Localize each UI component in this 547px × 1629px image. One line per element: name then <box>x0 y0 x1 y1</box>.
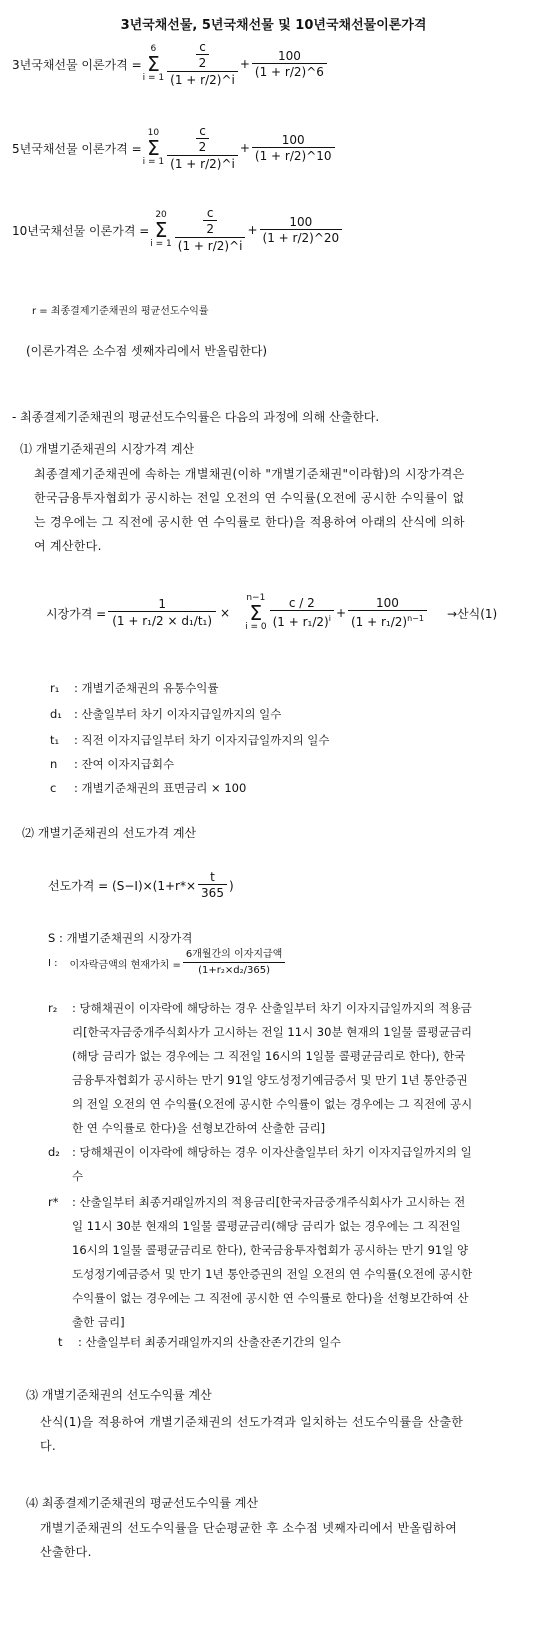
formula-label: 3년국채선물 이론가격 = <box>12 57 142 72</box>
market-price-formula: 시장가격 = $\frac{1}{\text{(1 + r₁/2 × d₁/t₁)}}$ × n−1 Σ i = 0 $\frac{c / 2}{(1 + r_1/2)^i}$ + $\frac{100}{(1 + r_1/2)^{n-1}}$ →산식(1) <box>46 593 498 632</box>
principal-fraction: $\frac{100}{(1 + r_1/2)^{n-1}}$ <box>348 596 427 630</box>
formula-3yr: 3년국채선물 이론가격 = 6 Σ i = 1 $\frac{\frac{c}{2}}{(1 + r/2)\^{}i}$ + $\frac{100}{(1 + r/2)\^{}6}$ <box>12 40 329 88</box>
sum-symbol: 6 Σ i = 1 <box>142 44 165 83</box>
d2-definition: d₂ : 당해채권이 이자락에 해당하는 경우 이자산출일부터 차기 이자지급일까지의 일수 <box>48 1145 472 1183</box>
section-1-text: 최종결제기준채권에 속하는 개별채권(이하 "개별기준채권"이라함)의 시장가격은 한국금융투자협회가 공시하는 전일 오전의 연 수익률(오전에 공시한 수익률이 없는 경우에는 그 직전에 공시한 연 수익률로 한다)을 적용하여 아래의 산식에 의하여 계산한다. <box>34 467 465 553</box>
discount-fraction: $\frac{1}{\text{(1 + r₁/2 × d₁/t₁)}}$ <box>108 597 216 630</box>
formula-label: 10년국채선물 이론가격 = <box>12 223 150 238</box>
section-3-heading: ⑶ 개별기준채권의 선도수익률 계산 <box>26 1388 212 1402</box>
definition-row: d₁ : 산출일부터 차기 이자지급일까지의 일수 <box>50 707 282 721</box>
t-definition: t : 산출일부터 최종거래일까지의 산출잔존기간의 일수 <box>58 1335 341 1349</box>
section-2-heading: ⑵ 개별기준채권의 선도가격 계산 <box>22 826 197 840</box>
coupon-fraction: $\frac{c / 2}{(1 + r_1/2)^i}$ <box>270 596 334 630</box>
r2-definition: r₂ : 당해채권이 이자락에 해당하는 경우 산출일부터 차기 이자지급일까지의 적용금리[한국자금중개주식회사가 고시하는 전일 11시 30분 현재의 1일물 콜평균금리(해당 금리가 없는 경우에는 그 직전일 16시의 1일물 콜평균금리로 한다), 한국금융투자협회가 공시하는 만기 91일 양도성정기예금증서 및 만기 1년 통안증권의 전일 오전의 연 수익률(오전에 공시한 수익률이 없는 경우에는 그 직전에 공시한 연 수익률로 한다)을 선형보간하여 산출한 금리] <box>48 1001 473 1135</box>
forward-price-formula: 선도가격 = (S−I)×(1+r*× $\frac{t}{365}$ ) <box>48 870 234 900</box>
I-definition: I : 이자락금액의 현재가치 = $\frac{\text{6개월간의 이자지급액}}{\text{(1+r₂×d₂/365)}}$ <box>48 948 287 979</box>
section-4-heading: ⑷ 최종결제기준채권의 평균선도수익률 계산 <box>26 1496 259 1510</box>
principal-fraction: $\frac{100}{(1 + r/2)\^{}6}$ <box>252 49 327 80</box>
intro-text: - 최종결제기준채권의 평균선도수익률은 다음의 과정에 의해 산출한다. <box>12 410 380 424</box>
rstar-definition: r* : 산출일부터 최종거래일까지의 적용금리[한국자금중개주식회사가 고시하는 전일 11시 30분 현재의 1일물 콜평균금리(해당 금리가 없는 경우에는 그 직전일 16시의 1일물 콜평균금리로 한다), 한국금융투자협회가 공시하는 만기 91일 양도성정기예금증서 및 만기 1년 통안증권의 전일 오전의 연 수익률(오전에 공시한 수익률이 없는 경우에는 그 직전에 공시한 연 수익률로 한다)을 선형보간하여 산출한 금리] <box>48 1195 473 1329</box>
definition-row: t₁ : 직전 이자지급일부터 차기 이자지급일까지의 일수 <box>50 733 330 747</box>
rounding-note: (이론가격은 소수점 셋째자리에서 반올림한다) <box>26 344 268 358</box>
formula-label: 시장가격 = <box>46 606 107 621</box>
formula-5yr: 5년국채선물 이론가격 = 10 Σ i = 1 $\frac{\frac{c}{2}}{(1 + r/2)\^{}i}$ + $\frac{100}{(1 + r/2)\^{}10}$ <box>12 124 337 172</box>
section-1-heading: ⑴ 개별기준채권의 시장가격 계산 <box>20 442 195 456</box>
definition-row: c : 개별기준채권의 표면금리 × 100 <box>50 781 247 795</box>
coupon-fraction: $\frac{\frac{c}{2}}{(1 + r/2)\^{}i}$ <box>167 124 238 172</box>
definition-list <box>50 676 329 800</box>
sum-symbol: n−1 Σ i = 0 <box>245 593 267 632</box>
formula-1-tag: →산식(1) <box>446 606 498 621</box>
page-title: 3년국채선물, 5년국채선물 및 10년국채선물이론가격 <box>120 18 427 33</box>
sum-symbol: 20 Σ i = 1 <box>150 210 172 249</box>
formula-10yr: 10년국채선물 이론가격 = 20 Σ i = 1 $\frac{\frac{c}{2}}{(1 + r/2)\^{}i}$ + $\frac{100}{(1 + r/2)\^{}20}$ <box>12 206 344 254</box>
principal-fraction: $\frac{100}{(1 + r/2)\^{}10}$ <box>252 133 335 164</box>
definition-row: n : 잔여 이자지급회수 <box>50 757 175 771</box>
section-4-text: 개별기준채권의 선도수익률을 단순평균한 후 소수점 넷째자리에서 반올림하여 산출한다. <box>40 1521 458 1559</box>
principal-fraction: $\frac{100}{(1 + r/2)\^{}20}$ <box>260 215 343 246</box>
definition-row: r₁ : 개별기준채권의 유통수익률 <box>50 681 219 695</box>
S-definition: S : 개별기준채권의 시장가격 <box>48 931 193 945</box>
sum-symbol: 10 Σ i = 1 <box>142 128 165 167</box>
coupon-fraction: $\frac{\frac{c}{2}}{(1 + r/2)\^{}i}$ <box>167 40 238 88</box>
section-3-text: 산식(1)을 적용하여 개별기준채권의 선도가격과 일치하는 선도수익률을 산출한다. <box>40 1415 464 1453</box>
coupon-fraction: $\frac{\frac{c}{2}}{(1 + r/2)\^{}i}$ <box>175 206 246 254</box>
r-definition: r = 최종결제기준채권의 평균선도수익률 <box>32 306 209 317</box>
formula-label: 5년국채선물 이론가격 = <box>12 141 142 156</box>
